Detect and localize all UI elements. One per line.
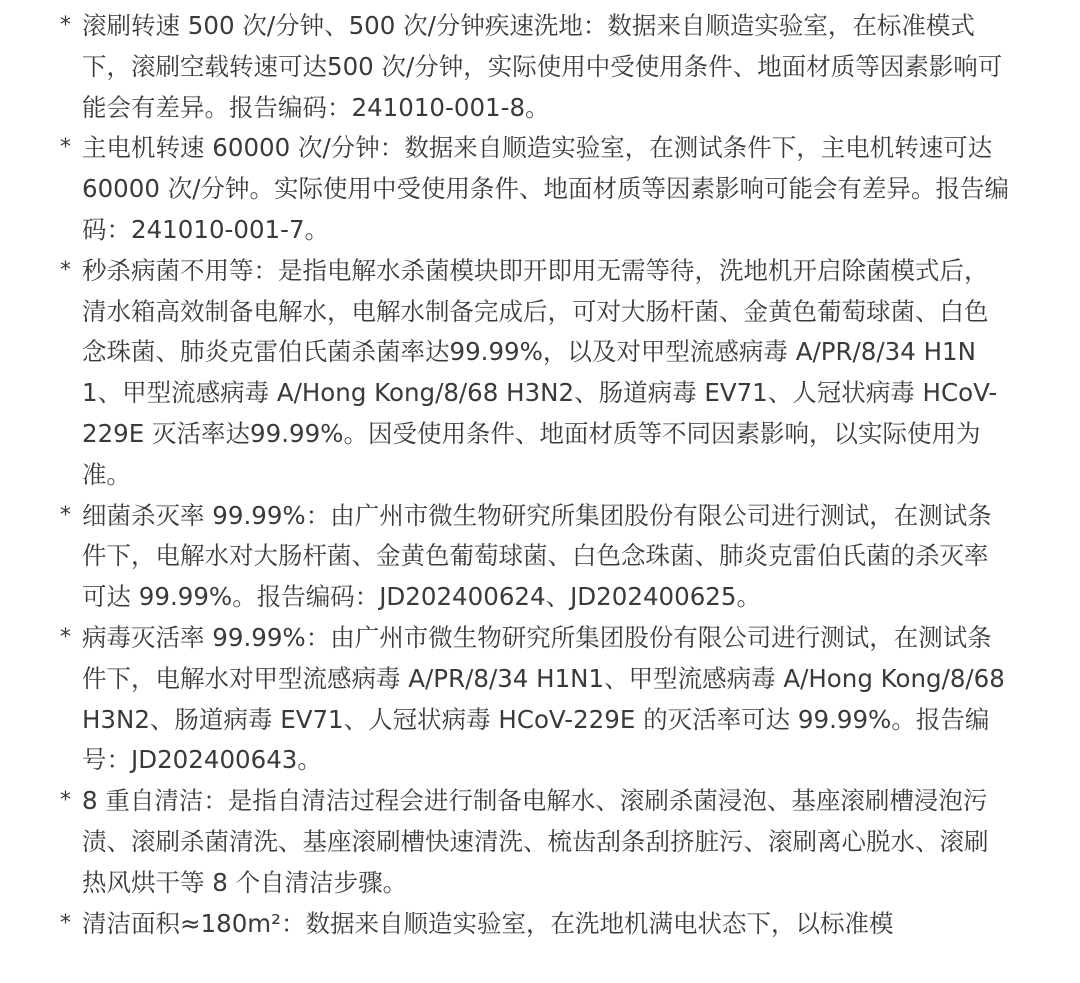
- asterisk-marker: *: [60, 257, 71, 283]
- footnote-text: 细菌杀灭率 99.99%：由广州市微生物研究所集团股份有限公司进行测试，在测试条件下，电解水对大肠杆菌、金黄色葡萄球菌、白色念珠菌、肺炎克雷伯氏菌的杀灭率可达 99.99%。报告编码：JD202400624、JD202400625。: [82, 500, 992, 612]
- footnote-list: [60, 0, 1010, 944]
- footnote-item: [60, 128, 1010, 250]
- footnote-text: 8 重自清洁：是指自清洁过程会进行制备电解水、滚刷杀菌浸泡、基座滚刷槽浸泡污渍、滚刷杀菌清洗、基座滚刷槽快速清洗、梳齿刮条刮挤脏污、滚刷离心脱水、滚刷热风烘干等 8 个自清洁步骤。: [82, 786, 989, 897]
- footnote-text: 主电机转速 60000 次/分钟：数据来自顺造实验室，在测试条件下，主电机转速可达 60000 次/分钟。实际使用中受使用条件、地面材质等因素影响可能会有差异。报告编码：241010-001-7。: [82, 133, 1009, 244]
- asterisk-marker: *: [60, 788, 71, 814]
- footnote-text: 秒杀病菌不用等：是指电解水杀菌模块即开即用无需等待，洗地机开启除菌模式后，清水箱高效制备电解水，电解水制备完成后，可对大肠杆菌、金黄色葡萄球菌、白色念珠菌、肺炎克雷伯氏菌杀菌率达99.99%，以及对甲型流感病毒 A/PR/8/34 H1N1、甲型流感病毒 A/Hong Kong/8/68 H3N2、肠道病毒 EV71、人冠状病毒 HCoV-229E 灭活率达99.99%。因受使用条件、地面材质等不同因素影响，以实际使用为准。: [82, 255, 998, 489]
- footnote-text: 病毒灭活率 99.99%：由广州市微生物研究所集团股份有限公司进行测试，在测试条件下，电解水对甲型流感病毒 A/PR/8/34 H1N1、甲型流感病毒 A/Hong Kong/8/68 H3N2、肠道病毒 EV71、人冠状病毒 HCoV-229E 的灭活率可达 99.99%。报告编号：JD202400643。: [82, 622, 1005, 775]
- asterisk-marker: *: [60, 624, 71, 650]
- asterisk-marker: *: [60, 13, 71, 38]
- footnote-text: 滚刷转速 500 次/分钟、500 次/分钟疾速洗地：数据来自顺造实验室，在标准模式下，滚刷空载转速可达500 次/分钟，实际使用中受使用条件、地面材质等因素影响可能会有差异。报告编码：241010-001-8。: [82, 11, 1003, 122]
- asterisk-marker: *: [60, 135, 71, 161]
- footnote-item: [60, 904, 1010, 945]
- asterisk-marker: *: [60, 910, 71, 936]
- footnote-item: [60, 781, 1010, 903]
- footnote-item: [60, 6, 1010, 128]
- footnote-item: [60, 251, 1010, 496]
- asterisk-marker: *: [60, 502, 71, 528]
- footnote-item: [60, 496, 1010, 618]
- footnote-item: [60, 618, 1010, 781]
- footnote-text: 清洁面积≈180m²：数据来自顺造实验室，在洗地机满电状态下，以标准模: [82, 908, 894, 938]
